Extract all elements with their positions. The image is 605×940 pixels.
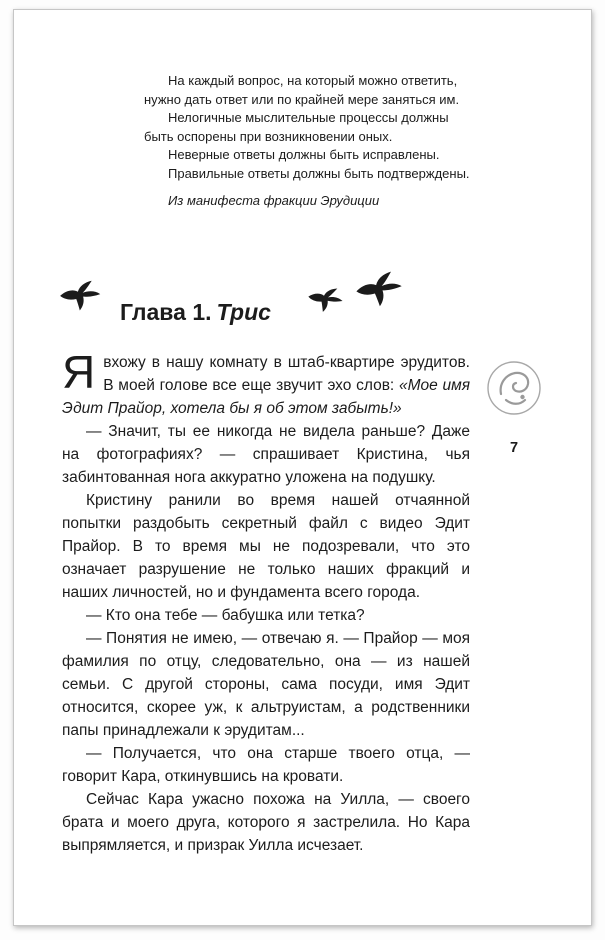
epigraph-rule: Правильные ответы должны быть подтверждены.: [168, 165, 470, 181]
page-number: 7: [509, 440, 519, 456]
chapter-ornament-icon: [486, 360, 542, 416]
chapter-label: Глава 1.: [120, 298, 212, 325]
chapter-title: Трис: [216, 298, 271, 325]
chapter-heading: [120, 299, 271, 326]
body-paragraph: — Кто она тебе — бабушка или тетка?: [86, 606, 365, 624]
book-page: [13, 9, 592, 926]
body-paragraph: — Понятия не имею, — отвечаю я. — Прайор — моя фамилия по отцу, следовательно, она — из нашей семьи. С другой стороны, сама посуди, имя Эдит относится, скорее уж, к альтруистам, а родственники папы принадлежали к эрудитам...: [62, 629, 470, 739]
opening-paragraph: [62, 345, 470, 420]
epigraph: [144, 72, 470, 211]
epigraph-rule: На каждый вопрос, на который можно ответить, нужно дать ответ или по крайней мере заняться им.: [144, 73, 460, 107]
opening-quote: «Мое имя Эдит Прайор, хотела бы я об этом забыть!»: [62, 376, 470, 417]
epigraph-rule: Неверные ответы должны быть исправлены.: [168, 147, 440, 162]
body-text: [62, 345, 470, 857]
bird-icon: [305, 285, 345, 315]
body-paragraph: Кристину ранили во время нашей отчаянной попытки раздобыть секретный файл с видео Эдит Прайор. В то время мы не подозревали, что это означает разрушение не только наших фракций и наших личностей, но и фундамента всего города.: [62, 491, 470, 601]
text-column: [62, 72, 470, 857]
bird-icon: [351, 268, 406, 312]
drop-cap: Я: [62, 345, 96, 398]
epigraph-rule: Нелогичные мыслительные процессы должны быть оспорены при возникновении оных.: [144, 110, 449, 144]
opening-text: вхожу в нашу комнату в штаб-квартире эрудитов. В моей голове все еще звучит эхо слов:: [103, 353, 470, 394]
bird-icon: [56, 278, 103, 314]
body-paragraph: — Значит, ты ее никогда не видела раньше? Даже на фотографиях? — спрашивает Кристина, чья забинтованная нога аккуратно уложена на подушку.: [62, 422, 470, 486]
epigraph-attribution: Из манифеста фракции Эрудиции: [168, 193, 380, 208]
chapter-heading-row: [62, 295, 470, 337]
body-paragraph: — Получается, что она старше твоего отца, — говорит Кара, откинувшись на кровати.: [62, 744, 470, 785]
body-paragraph: Сейчас Кара ужасно похожа на Уилла, — своего брата и моего друга, которого я застрелила. Но Кара выпрямляется, и призрак Уилла исчезает.: [62, 790, 470, 854]
